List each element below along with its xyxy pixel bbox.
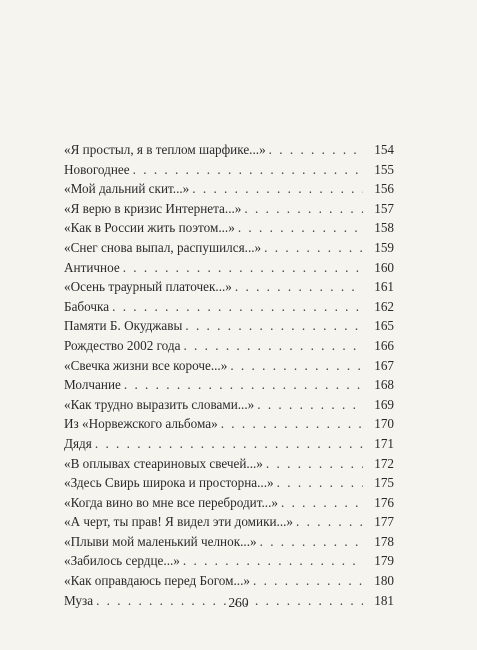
toc-entry-title: «Когда вино во мне все перебродит...»: [64, 494, 278, 510]
toc-entry: [64, 434, 394, 454]
toc-entry-page: 168: [374, 377, 394, 393]
leader-dots: [266, 454, 363, 474]
toc-entry: [64, 297, 394, 317]
leader-dots: [95, 434, 363, 454]
leader-dots: [277, 473, 363, 493]
toc-entry-title: «Снег снова выпал, распушился...»: [64, 239, 262, 255]
toc-entry-page: 157: [374, 200, 394, 216]
leader-dots: [257, 395, 363, 415]
leader-dots: [264, 238, 363, 258]
toc-entry: [64, 454, 394, 474]
table-of-contents: [64, 140, 394, 610]
leader-dots: [253, 571, 363, 591]
leader-dots: [269, 140, 363, 160]
toc-entry: [64, 238, 394, 258]
toc-entry-page: 172: [374, 455, 394, 471]
leader-dots: [230, 356, 363, 376]
toc-entry: [64, 512, 394, 532]
toc-entry-title: Рождество 2002 года: [64, 337, 181, 353]
toc-entry-page: 156: [374, 181, 394, 197]
toc-entry-title: Молчание: [64, 377, 121, 393]
toc-entry-title: «Я простыл, я в теплом шарфике...»: [64, 142, 266, 157]
toc-entry-title: Бабочка: [64, 298, 110, 314]
leader-dots: [235, 277, 363, 297]
toc-entry: [64, 316, 394, 336]
toc-entry: [64, 179, 394, 199]
toc-entry-title: Из «Норвежского альбома»: [64, 416, 218, 432]
toc-entry-page: 178: [374, 533, 394, 549]
toc-entry-page: 160: [374, 259, 394, 275]
toc-entry-page: 162: [374, 298, 394, 314]
toc-entry-page: 158: [374, 220, 394, 236]
toc-entry: [64, 375, 394, 395]
toc-entry-page: 175: [374, 475, 394, 491]
toc-entry-page: 159: [374, 239, 394, 255]
toc-entry-page: 180: [374, 573, 394, 589]
leader-dots: [133, 160, 363, 180]
leader-dots: [183, 551, 363, 571]
leader-dots: [112, 297, 363, 317]
toc-entry-page: 167: [374, 357, 394, 373]
toc-entry: [64, 356, 394, 376]
toc-entry-title: «А черт, ты прав! Я видел эти домики...»: [64, 514, 294, 530]
toc-entry: [64, 571, 394, 591]
toc-entry: [64, 140, 394, 160]
toc-entry: [64, 551, 394, 571]
toc-entry-page: 179: [374, 553, 394, 569]
toc-entry-page: 169: [374, 396, 394, 412]
page-number: 260: [228, 595, 249, 610]
leader-dots: [281, 493, 363, 513]
toc-entry-page: 176: [374, 494, 394, 510]
toc-entry: [64, 258, 394, 278]
leader-dots: [238, 218, 363, 238]
toc-entry: [64, 493, 394, 513]
leader-dots: [260, 532, 363, 552]
leader-dots: [124, 375, 363, 395]
leader-dots: [192, 179, 363, 199]
leader-dots: [296, 512, 363, 532]
toc-entry-title: Античное: [64, 259, 120, 275]
leader-dots: [183, 336, 363, 356]
toc-entry-page: 171: [374, 435, 394, 451]
toc-entry: [64, 395, 394, 415]
toc-entry: [64, 199, 394, 219]
toc-entry-title: Новогоднее: [64, 161, 130, 177]
toc-entry-title: «Свечка жизни все короче...»: [64, 357, 228, 373]
toc-entry-title: «Как в России жить поэтом...»: [64, 220, 235, 236]
toc-entry-title: Памяти Б. Окуджавы: [64, 318, 183, 334]
toc-entry-title: «Плыви мой маленький челнок...»: [64, 533, 257, 549]
toc-entry-title: «Мой дальний скит...»: [64, 181, 190, 197]
toc-entry-title: «Здесь Свирь широка и просторна...»: [64, 475, 274, 491]
toc-entry-title: Муза: [64, 592, 94, 608]
toc-entry: [64, 473, 394, 493]
toc-entry: [64, 414, 394, 434]
toc-entry-page: 170: [374, 416, 394, 432]
toc-entry-title: «Осень траурный платочек...»: [64, 279, 232, 295]
toc-entry-title: «Как трудно выразить словами...»: [64, 396, 255, 412]
toc-entry-page: 166: [374, 337, 394, 353]
toc-entry-page: 165: [374, 318, 394, 334]
toc-entry: [64, 277, 394, 297]
toc-entry-title: «Как оправдаюсь перед Богом...»: [64, 573, 250, 589]
toc-entry-page: 155: [374, 161, 394, 177]
toc-entry: [64, 532, 394, 552]
toc-entry-page: 154: [374, 142, 394, 157]
toc-entry-title: «В оплывах стеариновых свечей...»: [64, 455, 263, 471]
toc-entry-title: «Я верю в кризис Интернета...»: [64, 200, 242, 216]
toc-entry-title: «Забилось сердце...»: [64, 553, 180, 569]
toc-entry-page: 161: [374, 279, 394, 295]
leader-dots: [185, 316, 363, 336]
leader-dots: [123, 258, 363, 278]
toc-entry: [64, 218, 394, 238]
toc-entry: [64, 336, 394, 356]
toc-entry-page: 177: [374, 514, 394, 530]
leader-dots: [221, 414, 363, 434]
toc-entry-page: 181: [374, 592, 394, 608]
toc-entry: [64, 160, 394, 180]
toc-entry-title: Дядя: [64, 435, 92, 451]
leader-dots: [244, 199, 363, 219]
